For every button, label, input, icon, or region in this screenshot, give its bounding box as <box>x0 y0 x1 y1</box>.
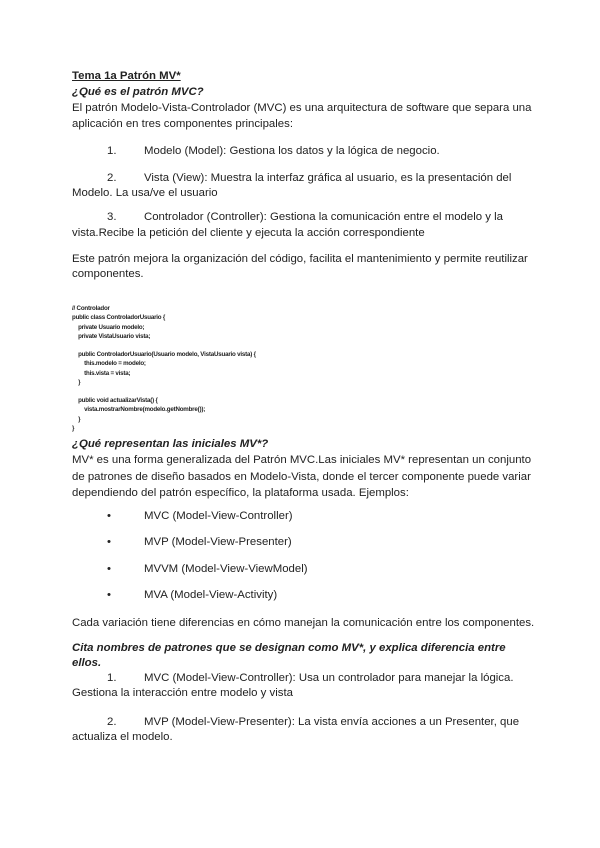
bullet-icon: • <box>107 589 111 601</box>
bullet-item: MVP (Model-View-Presenter) <box>144 536 292 548</box>
bullet-icon: • <box>107 536 111 548</box>
section2-line1: MV* es una forma generalizada del Patrón MVC.Las iniciales MV* representan un conjunto <box>72 454 532 466</box>
page-title: Tema 1a Patrón MV* <box>72 70 181 82</box>
code-line: public class ControladorUsuario { <box>72 314 166 322</box>
code-line: public ControladorUsuario(Usuario modelo, VistaUsuario vista) { <box>72 351 256 359</box>
code-line <box>72 387 256 396</box>
item-line: Vista (View): Muestra la interfaz gráfica al usuario, es la presentación del <box>144 172 512 184</box>
section2-line3: dependiendo del patrón específico, la plataforma usada. Ejemplos: <box>72 487 409 499</box>
item-line-continued: Gestiona la interacción entre modelo y vista <box>72 687 293 699</box>
code-line: this.vista = vista; <box>72 369 131 377</box>
section1-outro-line1: Este patrón mejora la organización del código, facilita el mantenimiento y permite reutilizar <box>72 253 528 265</box>
bullet-item: MVVM (Model-View-ViewModel) <box>144 563 308 575</box>
code-line: private VistaUsuario vista; <box>72 332 151 340</box>
item-number: 1. <box>107 672 117 684</box>
section3-heading-line2: ellos. <box>72 657 102 669</box>
section3-heading-line1: Cita nombres de patrones que se designan como MV*, y explica diferencia entre <box>72 642 506 654</box>
item-number: 2. <box>107 172 117 184</box>
item-line-continued: actualiza el modelo. <box>72 731 173 743</box>
code-block <box>72 295 256 442</box>
item-line-continued: vista.Recibe la petición del cliente y ejecuta la acción correspondiente <box>72 227 425 239</box>
code-line: public void actualizarVista() { <box>72 397 158 405</box>
item-line: Modelo (Model): Gestiona los datos y la lógica de negocio. <box>144 145 440 157</box>
code-line: private Usuario modelo; <box>72 323 145 331</box>
section2-heading: ¿Qué representan las iniciales MV*? <box>72 438 269 450</box>
item-number: 2. <box>107 716 117 728</box>
code-line <box>72 341 256 350</box>
bullet-item: MVA (Model-View-Activity) <box>144 589 278 601</box>
bullet-item: MVC (Model-View-Controller) <box>144 510 293 522</box>
section1-intro-line1: El patrón Modelo-Vista-Controlador (MVC) es una arquitectura de software que separa una <box>72 102 532 114</box>
code-line: } <box>72 424 75 432</box>
section1-intro-line2: aplicación en tres componentes principales: <box>72 118 293 130</box>
code-line: } <box>72 378 81 386</box>
item-line: MVC (Model-View-Controller): Usa un controlador para manejar la lógica. <box>144 672 514 684</box>
code-line: vista.mostrarNombre(modelo.getNombre()); <box>72 406 206 414</box>
section1-heading: ¿Qué es el patrón MVC? <box>72 86 204 98</box>
item-number: 1. <box>107 145 117 157</box>
section2-line2: de patrones de diseño basados en Modelo-Vista, donde el tercer componente puede variar <box>72 471 531 483</box>
code-line: // Controlador <box>72 305 110 313</box>
item-line-continued: Modelo. La usa/ve el usuario <box>72 187 218 199</box>
bullet-icon: • <box>107 510 111 522</box>
item-number: 3. <box>107 211 117 223</box>
code-line: } <box>72 415 81 423</box>
item-line: MVP (Model-View-Presenter): La vista envía acciones a un Presenter, que <box>144 716 520 728</box>
section1-outro-line2: componentes. <box>72 268 144 280</box>
section2-outro: Cada variación tiene diferencias en cómo manejan la comunicación entre los componentes. <box>72 617 535 629</box>
code-line: this.modelo = modelo; <box>72 360 146 368</box>
bullet-icon: • <box>107 563 111 575</box>
item-line: Controlador (Controller): Gestiona la comunicación entre el modelo y la <box>144 211 503 223</box>
